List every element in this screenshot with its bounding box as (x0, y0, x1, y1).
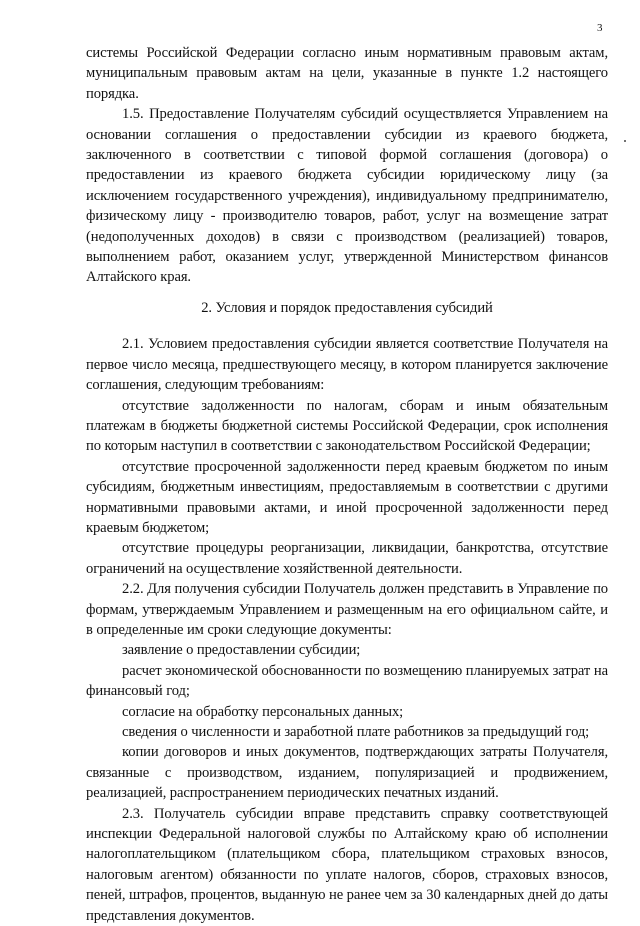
document-item: копии договоров и иных документов, подтверждающих затраты Получателя, связанные с производством, изданием, популяризацией и продвижением, реализацией, распространением периодических печатных изданий. (86, 744, 608, 802)
requirement-item: отсутствие просроченной задолженности перед краевым бюджетом по иным субсидиям, бюджетным инвестициям, предоставляемым в соответствии с другими нормативными правовыми актами, и иной просроченной задолженности перед краевым бюджетом; (86, 458, 608, 536)
requirement-item: отсутствие процедуры реорганизации, ликвидации, банкротства, отсутствие ограничений на осуществление хозяйственной деятельности. (86, 540, 608, 577)
requirement-item: отсутствие задолженности по налогам, сборам и иным обязательным платежам в бюджеты бюджетной системы Российской Федерации, срок исполнения по которым наступил в соответствии с законодательством Российской Федерации; (86, 397, 608, 455)
document-item: расчет экономической обоснованности по возмещению планируемых затрат на финансовый год; (86, 662, 608, 700)
paragraph-2-3: 2.3. Получатель субсидии вправе представить справку соответствующей инспекции Федеральной налоговой службы по Алтайскому краю об исполнении налогоплательщиком (плательщиком сбора, плательщиком страховых взносов, налоговым агентом) обязанности по уплате налогов, сборов, страховых взносов, пеней, штрафов, процентов, выданную не ранее чем за 30 календарных дней до даты представления документов. (86, 805, 608, 924)
document-item: заявление о предоставлении субсидии; (122, 642, 361, 659)
page-number: 3 (597, 22, 603, 34)
paragraph-2-1: 2.1. Условием предоставления субсидии является соответствие Получателя на первое число месяца, предшествующего месяцу, в котором планируется заключение соглашения, следующим требованиям: (86, 336, 608, 394)
paragraph-2-2: 2.2. Для получения субсидии Получатель должен представить в Управление по формам, утверждаемым Управлением и размещенным на его официальном сайте, и в определенные им сроки следующие документы: (86, 581, 608, 638)
section-heading: 2. Условия и порядок предоставления субсидий (201, 299, 493, 316)
document-body (86, 43, 608, 926)
paragraph-1-4-continuation: системы Российской Федерации согласно иным нормативным правовым актам, муниципальным правовым актам на цели, указанные в пункте 1.2 настоящего порядка. (86, 45, 608, 102)
document-item: согласие на обработку персональных данных; (122, 703, 404, 720)
paragraph-1-5: 1.5. Предоставление Получателям субсидий осуществляется Управлением на основании соглашения о предоставлении субсидии из краевого бюджета, заключенного в соответствии с типовой формой соглашения (договора) о предоставлении из краевого бюджета субсидии юридическому лицу (за исключением государственного учреждения), индивидуальному предпринимателю, физическому лицу - производителю товаров, работ, услуг на возмещение затрат (недополученных доходов) в связи с производством (реализацией) товаров, выполнением работ, оказанием услуг, утвержденной Министерством финансов Алтайского края. (86, 106, 608, 286)
document-item: сведения о численности и заработной плате работников за предыдущий год; (122, 724, 590, 740)
scan-speck (624, 140, 626, 142)
